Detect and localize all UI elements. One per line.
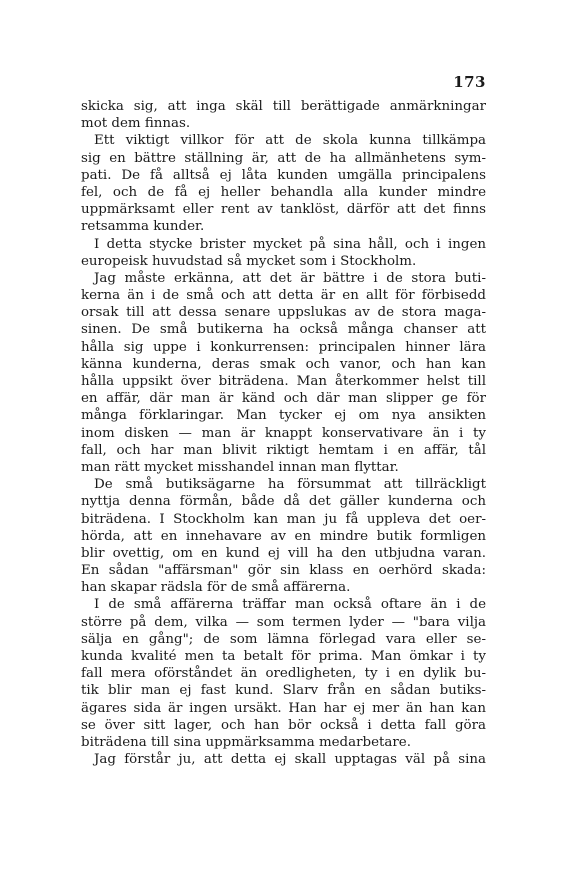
text-line: se över sitt lager, och han bör också i detta fall göra [81, 717, 486, 733]
text-line: I de små affärerna träffar man också oftare än i de [94, 597, 486, 613]
text-line: man rätt mycket misshandel innan man flyttar. [81, 459, 399, 475]
text-line: uppmärksamt eller rent av tanklöst, därför att det finns [81, 202, 486, 218]
text-line: hålla sig uppe i konkurrensen: principalen hinner lära [81, 339, 486, 355]
text-line: kunda kvalité men ta betalt för prima. Man ömkar i ty [81, 649, 486, 664]
text-line: biträdena till sina uppmärksamma medarbetare. [81, 734, 411, 750]
text-line: skicka sig, att inga skäl till berättigade anmärkningar [81, 99, 486, 114]
text-line: I detta stycke brister mycket på sina håll, och i ingen [94, 236, 486, 252]
text-line: retsamma kunder. [81, 219, 205, 235]
text-line: fall, och har man blivit riktigt hemtam i en affär, tål [81, 442, 486, 458]
text-line: han skapar rädsla för de små affärerna. [81, 580, 351, 596]
text-line: Jag förstår ju, att detta ej skall upptagas väl på sina [94, 752, 486, 768]
text-line: en affär, där man är känd och där man slipper ge för [81, 391, 486, 407]
text-line: hålla uppsikt över biträdena. Man återkommer helst till [81, 374, 486, 389]
text-line: hörda, att en innehavare av en mindre butik formligen [81, 528, 486, 544]
text-line: fall mera oförståndet än oredligheten, ty i en dylik bu- [81, 666, 486, 682]
text-line: sälja en gång"; de som lämna förlegad vara eller se- [81, 631, 486, 647]
text-line: känna kunderna, deras smak och vanor, och han kan [81, 356, 486, 372]
text-line: Ett viktigt villkor för att de skola kunna tillkämpa [94, 133, 486, 149]
text-line: sinen. De små butikerna ha också många chanser att [81, 322, 486, 338]
text-line: större på dem, vilka — som termen lyder — "bara vilja [81, 614, 486, 630]
text-line: fel, och de få ej heller behandla alla kunder mindre [81, 184, 486, 200]
text-line: sig en bättre ställning är, att de ha allmänhetens sym- [81, 150, 486, 166]
text-line: europeisk huvudstad så mycket som i Stockholm. [81, 253, 417, 269]
text-line: ägares sida är ingen ursäkt. Han har ej mer än han kan [81, 700, 486, 716]
text-line: kerna än i de små och att detta är en allt för förbisedd [81, 288, 486, 304]
text-line: blir ovettig, om en kund ej vill ha den utbjudna varan. [81, 545, 486, 561]
text-line: De små butiksägarne ha försummat att tillräckligt [94, 477, 486, 493]
text-line: nyttja denna förmån, både då det gäller kunderna och [81, 494, 486, 510]
text-line: Jag måste erkänna, att det är bättre i de stora buti- [94, 270, 486, 286]
text-line: En sådan "affärsman" gör sin klass en oerhörd skada: [81, 563, 486, 579]
text-line: biträdena. I Stockholm kan man ju få uppleva det oer- [81, 511, 486, 527]
text-line: pati. De få alltså ej låta kunden umgälla principalens [81, 167, 486, 183]
text-line: mot dem finnas. [81, 116, 191, 132]
text-line: tik blir man ej fast kund. Slarv från en sådan butiks- [81, 683, 486, 699]
text-line: många förklaringar. Man tycker ej om nya ansikten [81, 408, 486, 424]
page-number: 173 [453, 73, 486, 91]
text-line: inom disken — man är knappt konservativare än i ty [81, 425, 486, 441]
body-text [81, 98, 486, 768]
text-line: orsak till att dessa senare uppslukas av de stora maga- [81, 305, 486, 321]
